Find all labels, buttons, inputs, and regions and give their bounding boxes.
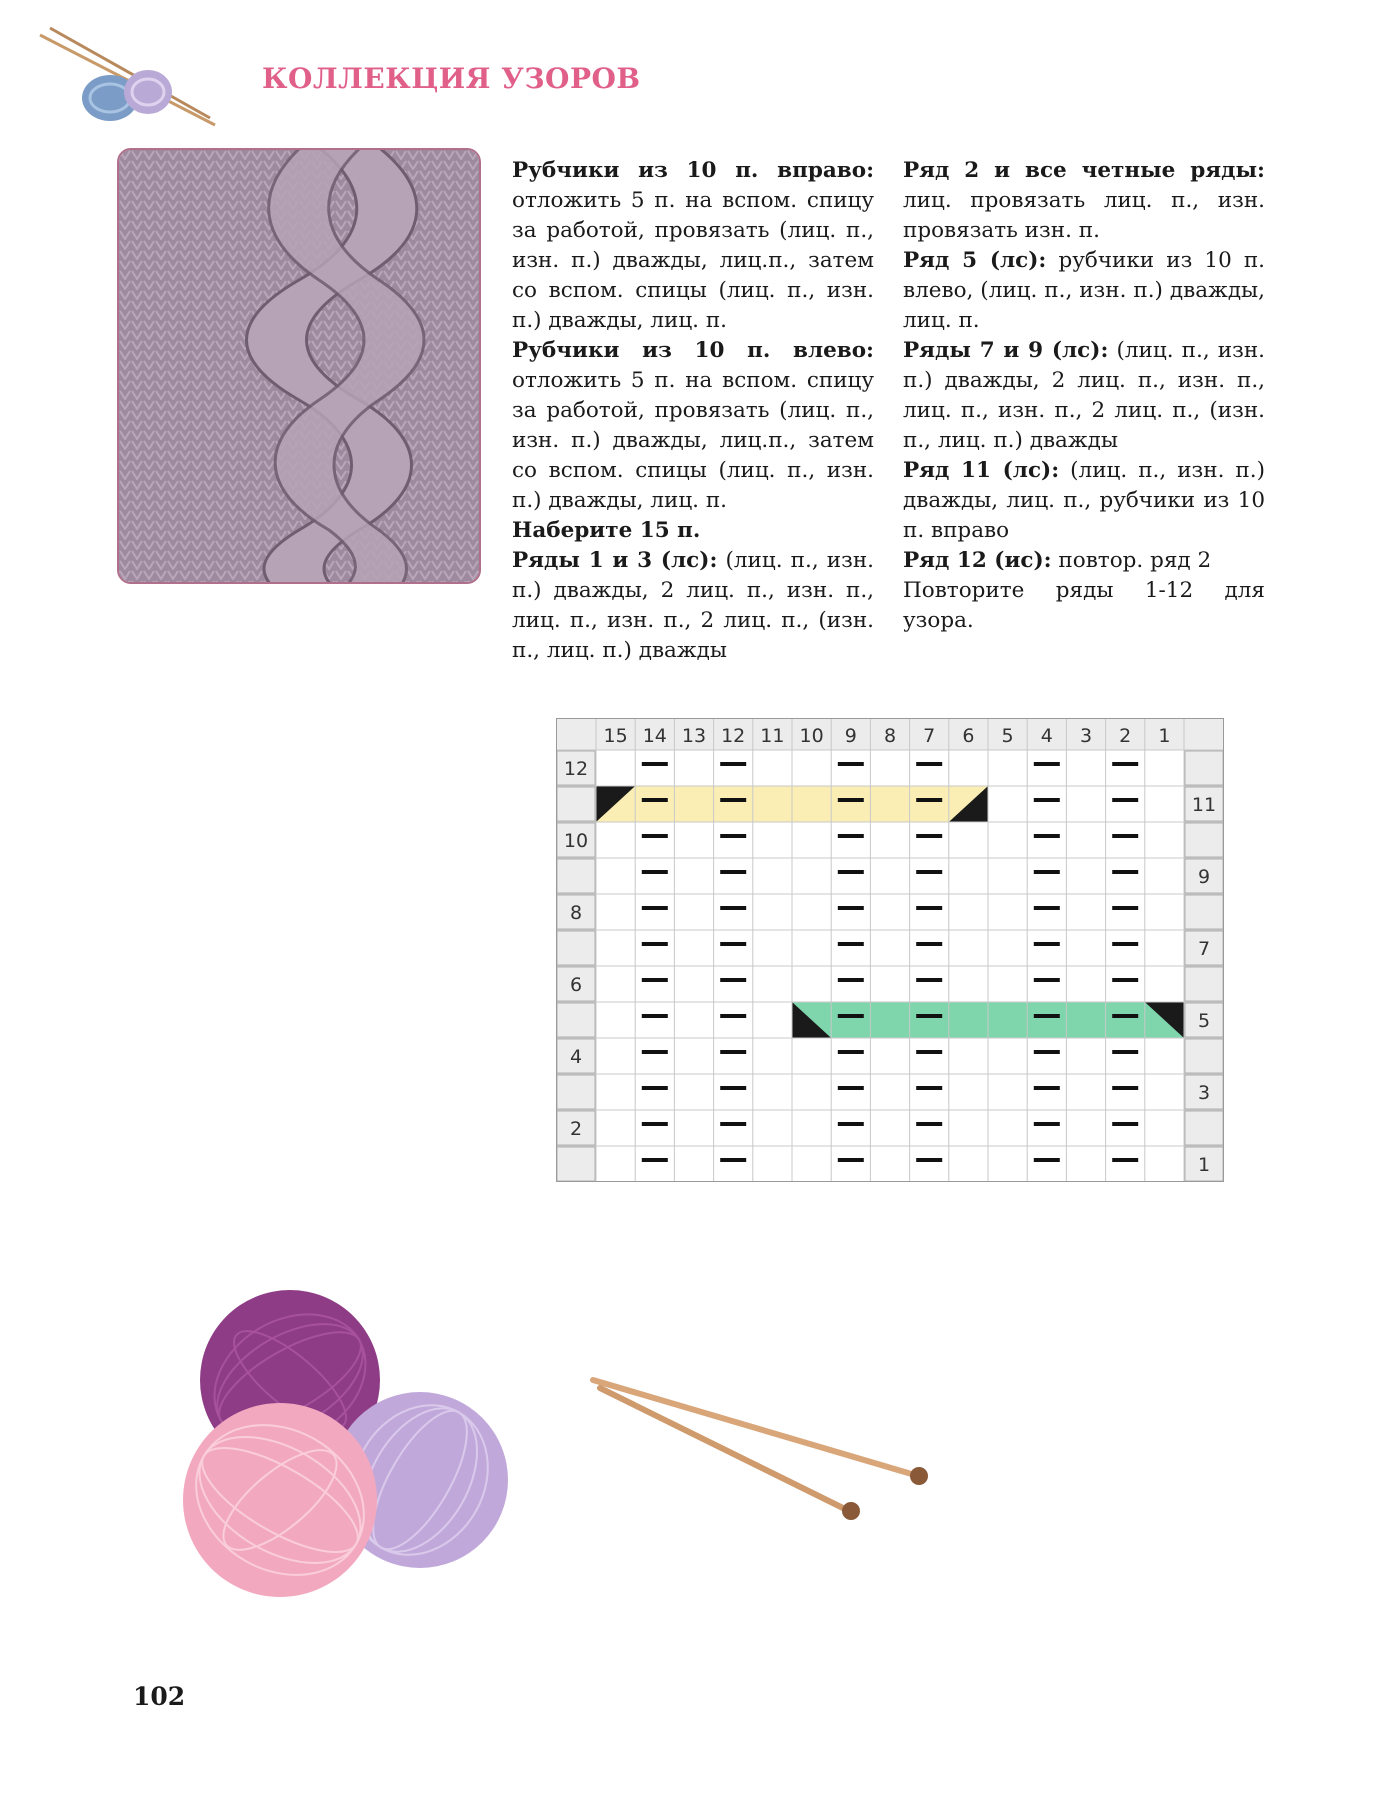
row-number-label: 3 [1197, 1082, 1211, 1104]
purl-stitch-mark [720, 1014, 746, 1018]
row-label-cell [1185, 823, 1223, 857]
needle-2 [600, 1388, 847, 1510]
purl-stitch-mark [642, 1050, 668, 1054]
instruction-paragraph: Ряд 5 (лс): рубчики из 10 п. влево, (лиц. п., изн. п.) дважды, лиц. п. [903, 248, 1266, 333]
row-number-label: 10 [563, 830, 589, 852]
purl-stitch-mark [1112, 906, 1138, 910]
column-number-label: 14 [642, 725, 667, 747]
row-label-cell [1185, 967, 1223, 1001]
purl-stitch-mark [916, 1014, 942, 1018]
purl-stitch-mark [642, 942, 668, 946]
instruction-paragraph: Ряд 11 (лс): (лиц. п., изн. п.) дважды, лиц. п., рубчики из 10 п. вправо [903, 458, 1265, 543]
purl-stitch-mark [838, 978, 864, 982]
purl-stitch-mark [642, 978, 668, 982]
purl-stitch-mark [838, 1014, 864, 1018]
purl-stitch-mark [720, 762, 746, 766]
purl-stitch-mark [1034, 1050, 1060, 1054]
page-header-title: КОЛЛЕКЦИЯ УЗОРОВ [262, 62, 641, 95]
instruction-paragraph: Ряд 12 (ис): повтор. ряд 2 [903, 548, 1212, 573]
column-number-label: 2 [1119, 725, 1132, 747]
row-label-cell [557, 1147, 595, 1181]
purl-stitch-mark [1034, 870, 1060, 874]
row-number-label: 1 [1197, 1154, 1211, 1176]
purl-stitch-mark [916, 1086, 942, 1090]
purl-stitch-mark [642, 1014, 668, 1018]
row-label-cell [557, 931, 595, 965]
instruction-paragraph: Рубчики из 10 п. влево: отложить 5 п. на вспом. спицу за работой, провязать (лиц. п., изн. п.) дважды, лиц.п., затем со вспом. спицы (лиц. п., изн. п.) дважды, лиц. п. [512, 338, 874, 513]
purl-stitch-mark [838, 1086, 864, 1090]
purl-stitch-mark [720, 978, 746, 982]
row-number-label: 9 [1197, 866, 1211, 888]
row-number-label: 8 [569, 902, 583, 924]
purl-stitch-mark [1112, 978, 1138, 982]
purl-stitch-mark [916, 834, 942, 838]
column-number-label: 1 [1158, 725, 1171, 747]
purl-stitch-mark [1034, 834, 1060, 838]
purl-stitch-mark [1034, 798, 1060, 802]
row-number-label: 7 [1197, 938, 1211, 960]
row-label-cell [557, 1075, 595, 1109]
row-number-label: 2 [569, 1118, 583, 1140]
purl-stitch-mark [916, 1050, 942, 1054]
purl-stitch-mark [1112, 1050, 1138, 1054]
purl-stitch-mark [1034, 942, 1060, 946]
purl-stitch-mark [838, 1050, 864, 1054]
row-number-label: 5 [1197, 1010, 1211, 1032]
row-label-cell [1185, 1111, 1223, 1145]
purl-stitch-mark [642, 834, 668, 838]
purl-stitch-mark [1112, 1014, 1138, 1018]
purl-stitch-mark [642, 1086, 668, 1090]
row-number-label: 4 [569, 1046, 583, 1068]
column-number-label: 5 [1001, 725, 1014, 747]
purl-stitch-mark [1112, 870, 1138, 874]
column-number-label: 10 [799, 725, 824, 747]
purl-stitch-mark [720, 942, 746, 946]
instruction-paragraph: Ряд 2 и все четные ряды: лиц. провязать лиц. п., изн. провязать изн. п. [903, 158, 1265, 243]
column-number-label: 13 [681, 725, 707, 747]
column-number-label: 6 [962, 725, 975, 747]
row-number-label: 12 [563, 758, 589, 780]
purl-stitch-mark [838, 1122, 864, 1126]
row-label-cell [557, 1003, 595, 1037]
cable-pattern-photo [117, 148, 481, 584]
purl-stitch-mark [1112, 1086, 1138, 1090]
column-number-label: 11 [760, 725, 785, 747]
yarn-balls-illustration [180, 1285, 540, 1615]
purl-stitch-mark [1112, 942, 1138, 946]
purl-stitch-mark [1034, 762, 1060, 766]
purl-stitch-mark [838, 1158, 864, 1162]
purl-stitch-mark [642, 762, 668, 766]
yarn-needles-decoration [30, 20, 220, 130]
column-number-label: 8 [883, 725, 897, 747]
row-number-label: 6 [569, 974, 583, 996]
purl-stitch-mark [1034, 1014, 1060, 1018]
purl-stitch-mark [720, 1050, 746, 1054]
purl-stitch-mark [642, 1122, 668, 1126]
purl-stitch-mark [642, 870, 668, 874]
column-number-label: 9 [844, 725, 857, 747]
purl-stitch-mark [720, 1086, 746, 1090]
purl-stitch-mark [916, 978, 942, 982]
purl-stitch-mark [916, 1122, 942, 1126]
knitting-needles-illustration [585, 1370, 945, 1530]
purl-stitch-mark [720, 1122, 746, 1126]
purl-stitch-mark [916, 906, 942, 910]
purl-stitch-mark [1034, 1158, 1060, 1162]
instructions-right-column [903, 156, 1265, 636]
purl-stitch-mark [838, 834, 864, 838]
row-label-cell [1185, 1039, 1223, 1073]
row-label-cell [557, 787, 595, 821]
purl-stitch-mark [838, 798, 864, 802]
purl-stitch-mark [1034, 1086, 1060, 1090]
purl-stitch-mark [838, 870, 864, 874]
purl-stitch-mark [1112, 798, 1138, 802]
purl-stitch-mark [642, 906, 668, 910]
needle-knob [842, 1502, 860, 1520]
purl-stitch-mark [1112, 1158, 1138, 1162]
column-number-label: 4 [1040, 725, 1053, 747]
instruction-paragraph: Наберите 15 п. [512, 518, 701, 543]
instruction-paragraph: Ряды 7 и 9 (лс): (лиц. п., изн. п.) дважды, 2 лиц. п., изн. п., лиц. п., изн. п., 2 лиц. п., (изн. п., лиц. п.) дважды [903, 338, 1265, 453]
purl-stitch-mark [720, 870, 746, 874]
purl-stitch-mark [838, 906, 864, 910]
purl-stitch-mark [916, 870, 942, 874]
purl-stitch-mark [1112, 1122, 1138, 1126]
instructions-left-column [512, 156, 874, 666]
column-number-label: 7 [923, 725, 936, 747]
instruction-paragraph: Рубчики из 10 п. вправо: отложить 5 п. на вспом. спицу за работой, провязать (лиц. п., изн. п.) дважды, лиц.п., затем со вспом. спицы (лиц. п., изн. п.) дважды, лиц. п. [512, 158, 874, 333]
purl-stitch-mark [916, 942, 942, 946]
purl-stitch-mark [642, 798, 668, 802]
row-label-cell [1185, 895, 1223, 929]
purl-stitch-mark [1112, 762, 1138, 766]
page-number: 102 [133, 1682, 186, 1711]
purl-stitch-mark [1034, 906, 1060, 910]
purl-stitch-mark [720, 906, 746, 910]
instruction-paragraph: Повторите ряды 1-12 для узора. [903, 578, 1265, 633]
purl-stitch-mark [1112, 834, 1138, 838]
knitting-chart [556, 718, 1228, 1182]
purl-stitch-mark [1034, 978, 1060, 982]
column-number-label: 3 [1079, 725, 1093, 747]
purl-stitch-mark [916, 798, 942, 802]
purl-stitch-mark [916, 762, 942, 766]
purl-stitch-mark [838, 762, 864, 766]
purl-stitch-mark [720, 1158, 746, 1162]
purl-stitch-mark [642, 1158, 668, 1162]
row-number-label: 11 [1191, 794, 1217, 816]
purl-stitch-mark [1034, 1122, 1060, 1126]
column-number-label: 15 [603, 725, 628, 747]
instruction-paragraph: Ряды 1 и 3 (лс): (лиц. п., изн. п.) дважды, 2 лиц. п., изн. п., лиц. п., изн. п., 2 лиц. п., (изн. п., лиц. п.) дважды [512, 548, 874, 663]
row-label-cell [557, 859, 595, 893]
purl-stitch-mark [916, 1158, 942, 1162]
column-number-label: 12 [721, 725, 746, 747]
needle-knob [910, 1467, 928, 1485]
purl-stitch-mark [720, 834, 746, 838]
purl-stitch-mark [720, 798, 746, 802]
purl-stitch-mark [838, 942, 864, 946]
row-label-cell [1185, 751, 1223, 785]
